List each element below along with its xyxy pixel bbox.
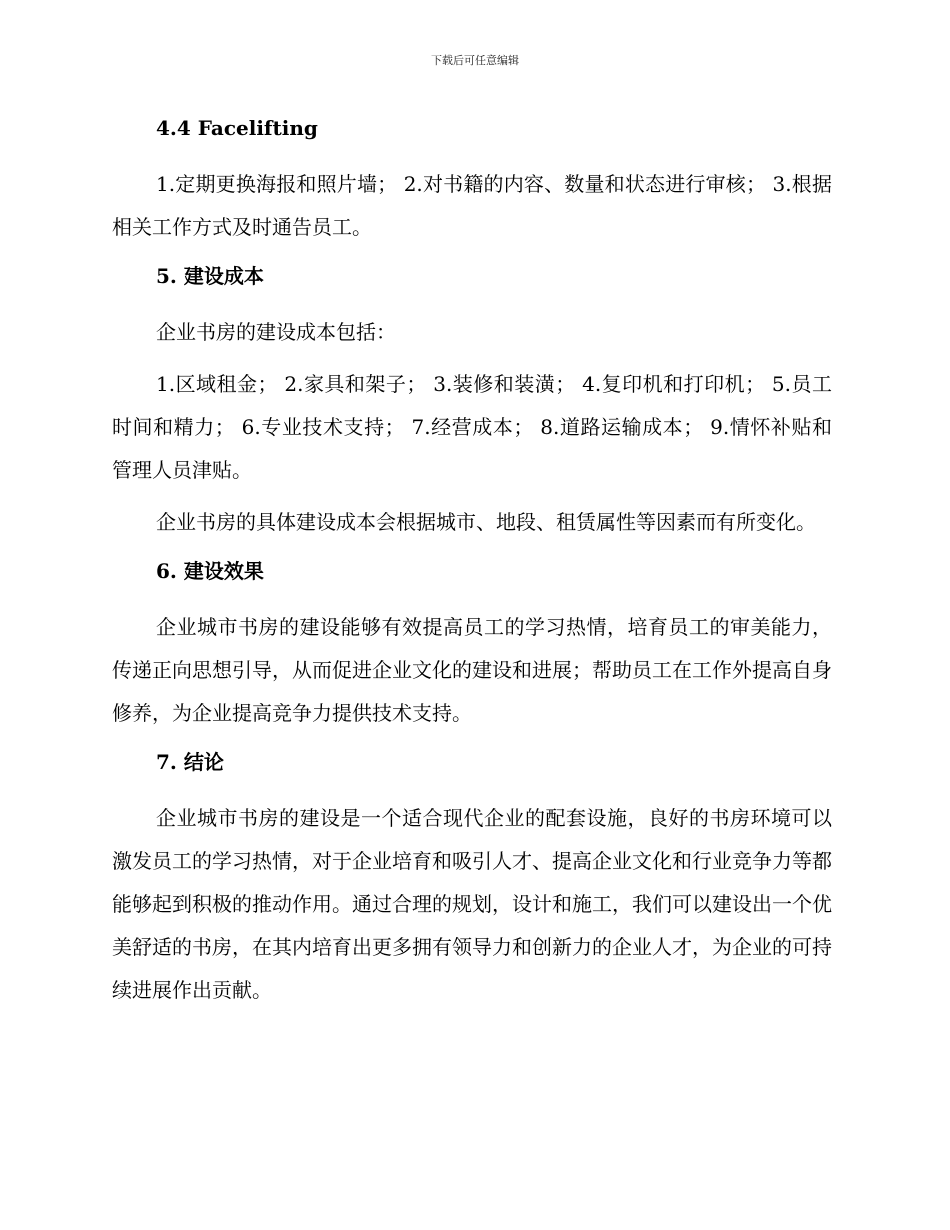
document-body xyxy=(112,110,832,1012)
section-heading: 4.4 Facelifting xyxy=(156,116,318,140)
section-7 xyxy=(112,744,832,1012)
section-6 xyxy=(112,553,832,735)
section-heading: 5. 建设成本 xyxy=(156,264,264,288)
paragraph: 企业书房的建设成本包括： xyxy=(156,320,396,344)
paragraph: 1.定期更换海报和照片墙； 2.对书籍的内容、数量和状态进行审核； 3.根据相关工作方式及时通告员工。 xyxy=(112,172,832,239)
paragraph: 企业书房的具体建设成本会根据城市、地段、租赁属性等因素而有所变化。 xyxy=(156,510,816,534)
paragraph: 1.区域租金； 2.家具和架子； 3.装修和装潢； 4.复印机和打印机； 5.员工时间和精力； 6.专业技术支持； 7.经营成本； 8.道路运输成本； 9.情怀补贴和管理人员津贴。 xyxy=(112,372,832,482)
section-4-4 xyxy=(112,110,832,249)
page-header: 下载后可任意编辑 xyxy=(431,54,519,67)
section-heading: 6. 建设效果 xyxy=(156,559,264,583)
paragraph: 企业城市书房的建设是一个适合现代企业的配套设施，良好的书房环境可以激发员工的学习热情，对于企业培育和吸引人才、提高企业文化和行业竞争力等都能够起到积极的推动作用。通过合理的规划，设计和施工，我们可以建设出一个优美舒适的书房，在其内培育出更多拥有领导力和创新力的企业人才，为企业的可持续进展作出贡献。 xyxy=(112,806,832,1002)
section-5 xyxy=(112,258,832,544)
paragraph: 企业城市书房的建设能够有效提高员工的学习热情，培育员工的审美能力，传递正向思想引导，从而促进企业文化的建设和进展；帮助员工在工作外提高自身修养，为企业提高竞争力提供技术支持。 xyxy=(112,615,832,725)
section-heading: 7. 结论 xyxy=(156,750,224,774)
